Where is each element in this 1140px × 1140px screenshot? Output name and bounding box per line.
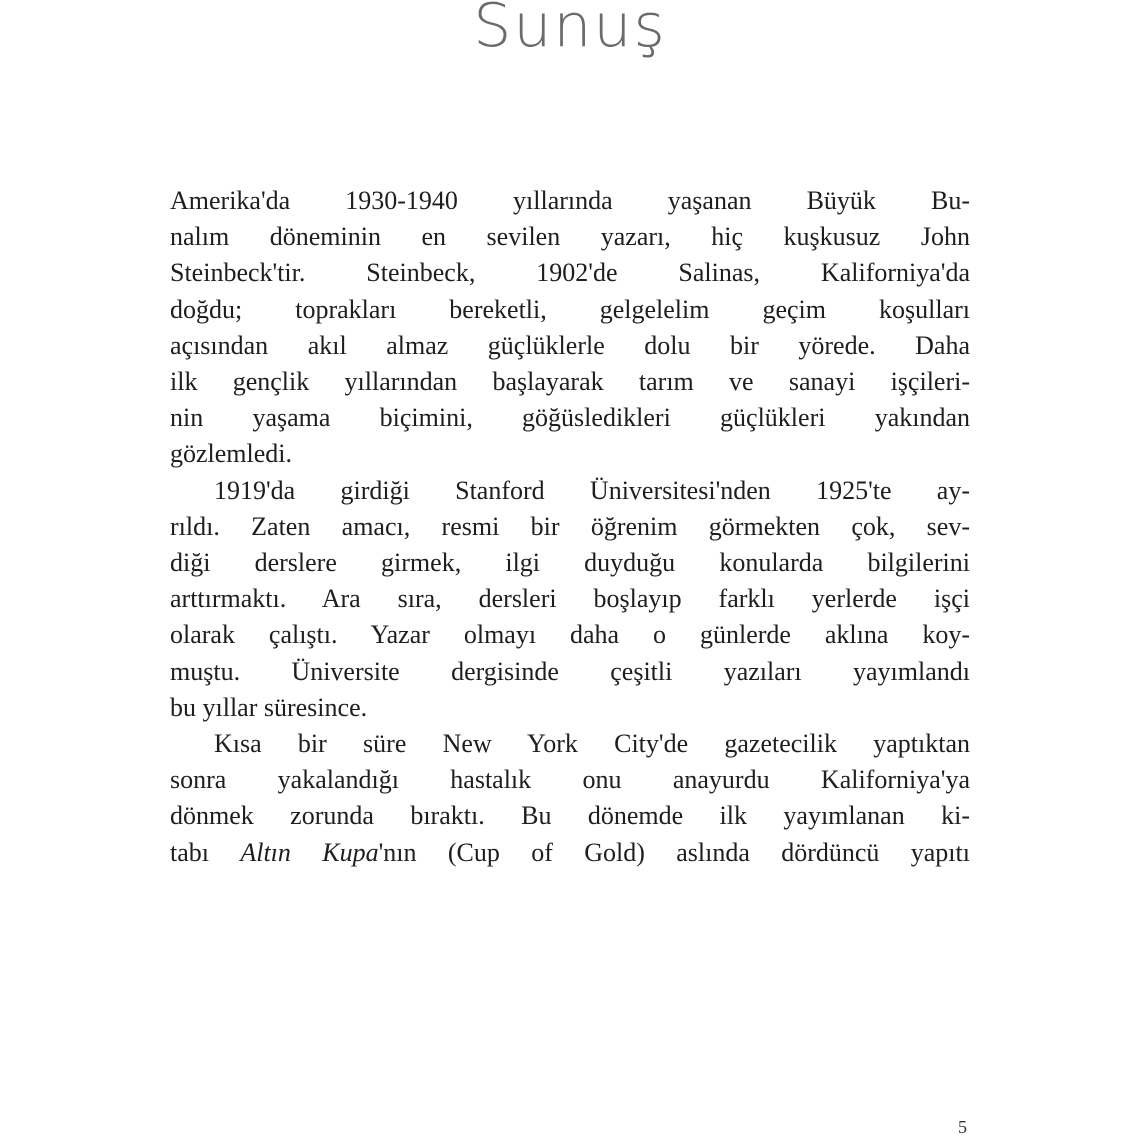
text-line: nin yaşama biçimini, göğüsledikleri güçlükleri yakından <box>170 403 970 433</box>
text-line: olarak çalıştı. Yazar olmayı daha o günlerde aklına koy- <box>170 620 970 650</box>
text-line: ilk gençlik yıllarından başlayarak tarım ve sanayi işçileri- <box>170 367 970 397</box>
body-text <box>170 183 970 871</box>
book-title-italic: Altın Kupa <box>240 837 379 867</box>
text-line-with-italic <box>170 835 970 871</box>
paragraph-1 <box>170 183 970 473</box>
paragraph-3 <box>170 726 970 871</box>
text-line: arttırmaktı. Ara sıra, dersleri boşlayıp farklı yerlerde işçi <box>170 584 970 614</box>
text-line: doğdu; toprakları bereketli, gelgelelim geçim koşulları <box>170 294 970 324</box>
paragraph-2 <box>170 473 970 726</box>
text-segment: 'nın (Cup of Gold) aslında dördüncü yapıtı <box>378 837 970 867</box>
page-number: 5 <box>958 1117 967 1137</box>
text-line: bu yıllar süresince. <box>170 692 368 722</box>
text-line: rıldı. Zaten amacı, resmi bir öğrenim görmekten çok, sev- <box>170 511 970 541</box>
page-title: Sunuş <box>473 0 667 61</box>
text-line: gözlemledi. <box>170 439 293 469</box>
text-line: 1919'da girdiği Stanford Üniversitesi'nden 1925'te ay- <box>214 475 970 505</box>
text-line: Kısa bir süre New York City'de gazetecilik yaptıktan <box>214 729 970 759</box>
text-line: nalım döneminin en sevilen yazarı, hiç kuşkusuz John <box>170 222 970 252</box>
text-line: dönmek zorunda bıraktı. Bu dönemde ilk yayımlanan ki- <box>170 801 970 831</box>
text-segment: tabı <box>170 837 241 867</box>
text-line: muştu. Üniversite dergisinde çeşitli yazıları yayımlandı <box>170 656 970 686</box>
text-line: sonra yakalandığı hastalık onu anayurdu Kaliforniya'ya <box>170 765 970 795</box>
text-line: diği derslere girmek, ilgi duyduğu konularda bilgilerini <box>170 548 970 578</box>
text-line: Steinbeck'tir. Steinbeck, 1902'de Salinas, Kaliforniya'da <box>170 258 970 288</box>
text-line: açısından akıl almaz güçlüklerle dolu bir yörede. Daha <box>170 330 970 360</box>
text-line: Amerika'da 1930-1940 yıllarında yaşanan Büyük Bu- <box>170 186 970 215</box>
